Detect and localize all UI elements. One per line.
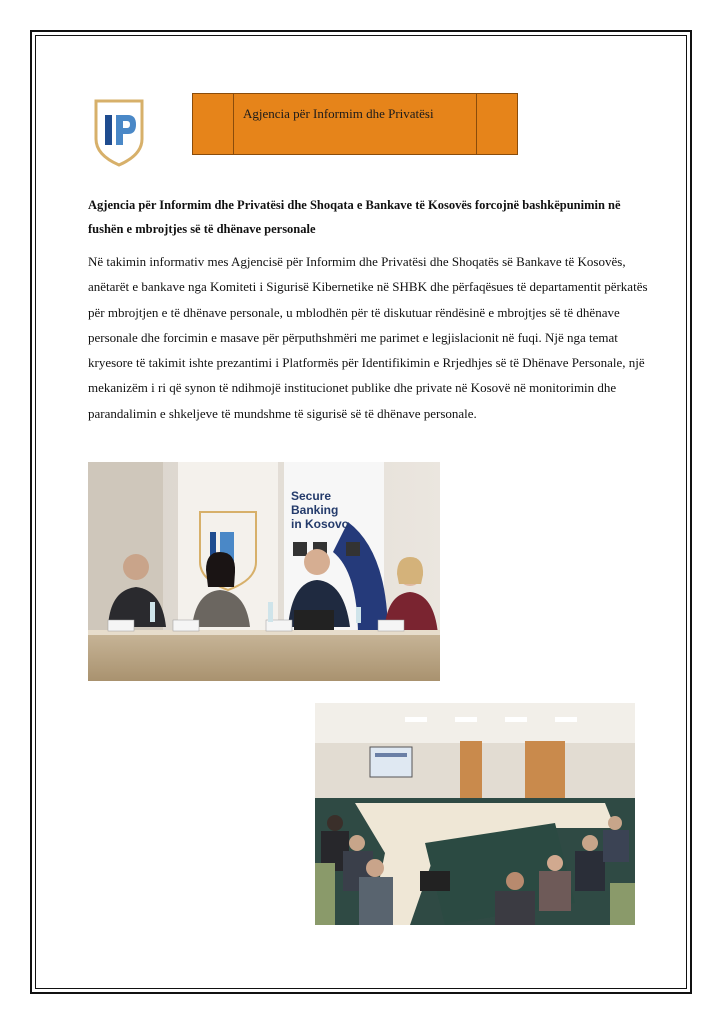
agency-title: Agjencia për Informim dhe Privatësi [243,106,434,121]
article-headline: Agjencia për Informim dhe Privatësi dhe Shoqata e Bankave të Kosovës forcojnë bashkëpunimin në fushën e mbrojtjes së të dhënave personale [88,198,621,236]
banner-line-1: Secure [291,489,332,503]
header-cell-left [193,94,234,154]
meeting-room-photo [315,703,635,925]
ip-logo [90,95,148,169]
banner-line-3: in Kosovo [291,517,350,531]
press-conference-photo [88,462,440,681]
banner-line-2: Banking [291,503,339,517]
agency-header-box [192,93,518,155]
article-body: Në takimin informativ mes Agjencisë për Informim dhe Privatësi dhe Shoqatës së Bankave të Kosovës, anëtarët e bankave nga Komiteti i Sigurisë Kibernetike në SHBK dhe përfaqësues të departamentit përkatës për mbrojtjen e të dhënave personale, u mblodhën për të diskutuar rëndësinë e mbrojtjes së të dhënave personale dhe forcimin e masave për përputhshmëri me parimet e legjislacionit në fuqi. Një nga temat kryesore të takimit ishte prezantimi i Platformës për Identifikimin e Rrjedhjes së të Dhënave Personale, një mekanizëm i ri që synon të ndihmojë institucionet publike dhe private në Kosovë në monitorimin dhe parandalimin e shkeljeve të mundshme të sigurisë së të dhënave personale. [88,254,648,421]
header-cell-right [476,94,517,154]
